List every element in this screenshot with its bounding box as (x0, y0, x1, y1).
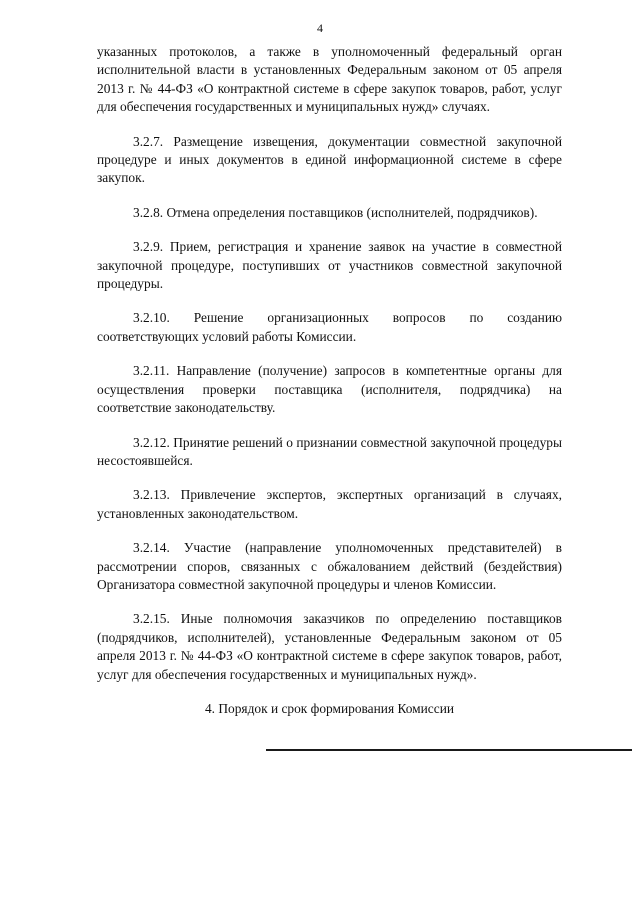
document-body (97, 43, 562, 734)
horizontal-rule (266, 749, 632, 751)
paragraph-3-2-13: 3.2.13. Привлечение экспертов, экспертных организаций в случаях, установленных законодательством. (97, 487, 562, 521)
paragraph-3-2-12: 3.2.12. Принятие решений о признании совместной закупочной процедуры несостоявшейся. (97, 434, 562, 468)
paragraph-3-2-7: 3.2.7. Размещение извещения, документации совместной закупочной процедуре и иных документов в единой информационной системе в сфере закупок. (97, 133, 562, 186)
page-number: 4 (317, 21, 323, 35)
paragraph-3-2-9: 3.2.9. Прием, регистрация и хранение заявок на участие в совместной закупочной процедуре, поступивших от участников совместной закупочной процедуры. (97, 239, 562, 292)
paragraph-3-2-8: 3.2.8. Отмена определения поставщиков (исполнителей, подрядчиков). (133, 204, 538, 220)
paragraph-continuation: указанных протоколов, а также в уполномоченный федеральный орган исполнительной власти в установленных Федеральным законом от 05 апреля 2013 г. № 44-ФЗ «О контрактной системе в сфере закупок товаров, работ, услуг для обеспечения государственных и муниципальных нужд» случаях. (97, 44, 562, 115)
paragraph-3-2-14: 3.2.14. Участие (направление уполномоченных представителей) в рассмотрении споров, связанных с обжалованием действий (бездействия) Организатора совместной закупочной процедуры и членов Комиссии. (97, 540, 562, 592)
section-heading: 4. Порядок и срок формирования Комиссии (204, 700, 455, 716)
paragraph-3-2-11: 3.2.11. Направление (получение) запросов в компетентные органы для осуществления проверки поставщика (исполнителя, подрядчика) на соответствие законодательству. (97, 363, 562, 416)
paragraph-3-2-15: 3.2.15. Иные полномочия заказчиков по определению поставщиков (подрядчиков, исполнителей), установленные Федеральным законом от 05 апреля 2013 г. № 44-ФЗ «О контрактной системе в сфере закупок товаров, работ, услуг для обеспечения государственных и муниципальных нужд». (97, 611, 562, 682)
paragraph-3-2-10: 3.2.10. Решение организационных вопросов по созданию соответствующих условий работы Комиссии. (97, 310, 562, 344)
